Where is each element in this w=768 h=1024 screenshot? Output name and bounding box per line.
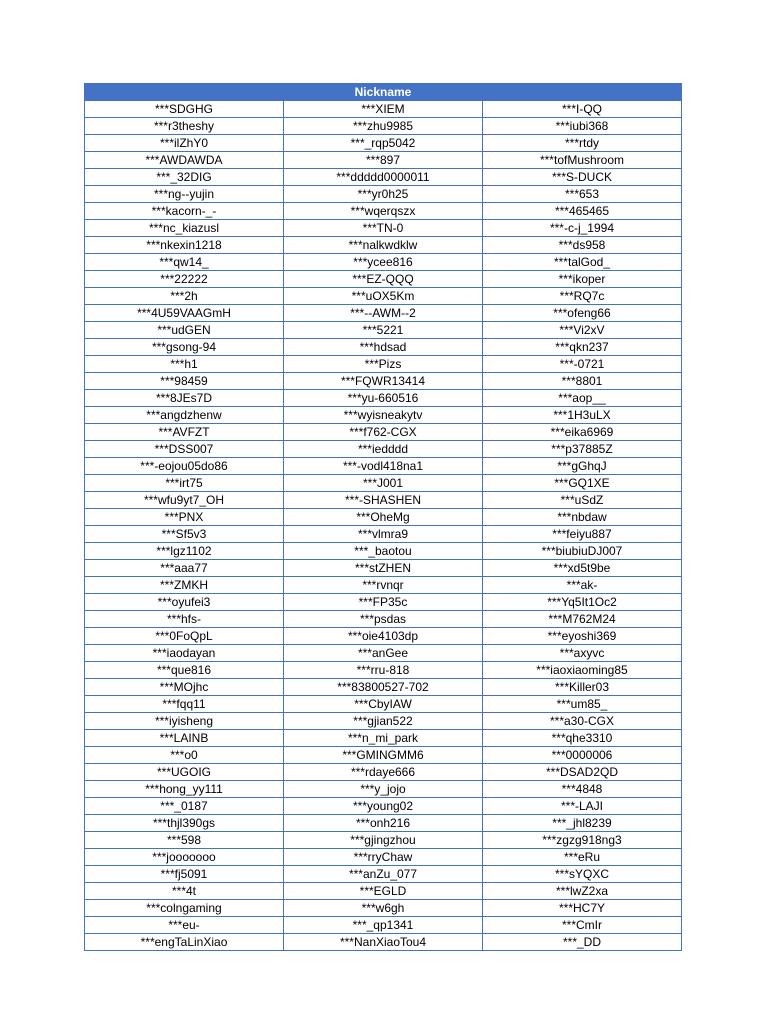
table-row [85, 475, 682, 492]
table-cell: ***GMINGMM6 [284, 747, 483, 764]
table-row [85, 832, 682, 849]
table-cell: ***Yq5It1Oc2 [483, 594, 682, 611]
table-cell: ***y_jojo [284, 781, 483, 798]
table-cell: ***gGhqJ [483, 458, 682, 475]
table-row [85, 101, 682, 118]
table-cell: ***ycee816 [284, 254, 483, 271]
table-row [85, 662, 682, 679]
table-cell: ***talGod_ [483, 254, 682, 271]
table-row [85, 441, 682, 458]
table-cell: ***h1 [85, 356, 284, 373]
table-cell: ***PNX [85, 509, 284, 526]
table-row [85, 305, 682, 322]
table-cell: ***ng--yujin [85, 186, 284, 203]
table-cell: ***FQWR13414 [284, 373, 483, 390]
table-cell: ***653 [483, 186, 682, 203]
table-cell: ***8801 [483, 373, 682, 390]
table-cell: ***Sf5v3 [85, 526, 284, 543]
nickname-sheet [84, 83, 682, 951]
table-cell: ***engTaLinXiao [85, 934, 284, 951]
table-row [85, 271, 682, 288]
table-row [85, 764, 682, 781]
table-cell: ***que816 [85, 662, 284, 679]
table-cell: ***oie4103dp [284, 628, 483, 645]
table-row [85, 798, 682, 815]
table-cell: ***stZHEN [284, 560, 483, 577]
table-row [85, 492, 682, 509]
table-cell: ***EGLD [284, 883, 483, 900]
table-row [85, 373, 682, 390]
table-cell: ***lgz1102 [85, 543, 284, 560]
table-row [85, 917, 682, 934]
table-cell: ***ikoper [483, 271, 682, 288]
table-cell: ***zhu9985 [284, 118, 483, 135]
table-cell: ***HC7Y [483, 900, 682, 917]
table-cell: ***wfu9yt7_OH [85, 492, 284, 509]
table-cell: ***598 [85, 832, 284, 849]
table-cell: ***CmIr [483, 917, 682, 934]
table-cell: ***iubi368 [483, 118, 682, 135]
table-cell: ***Vi2xV [483, 322, 682, 339]
table-cell: ***4U59VAAGmH [85, 305, 284, 322]
table-cell: ***5221 [284, 322, 483, 339]
table-cell: ***iyisheng [85, 713, 284, 730]
table-cell: ***onh216 [284, 815, 483, 832]
table-row [85, 696, 682, 713]
table-row [85, 509, 682, 526]
table-cell: ***biubiuDJ007 [483, 543, 682, 560]
table-row [85, 169, 682, 186]
table-cell: ***83800527-702 [284, 679, 483, 696]
table-row [85, 815, 682, 832]
table-cell: ***kacorn-_- [85, 203, 284, 220]
table-cell: ***sYQXC [483, 866, 682, 883]
table-cell: ***gjian522 [284, 713, 483, 730]
table-cell: ***J001 [284, 475, 483, 492]
table-cell: ***ds958 [483, 237, 682, 254]
table-cell: ***EZ-QQQ [284, 271, 483, 288]
table-cell: ***Killer03 [483, 679, 682, 696]
table-cell: ***anGee [284, 645, 483, 662]
table-cell: ***CbyIAW [284, 696, 483, 713]
table-cell: ***tofMushroom [483, 152, 682, 169]
table-cell: ***angdzhenw [85, 407, 284, 424]
table-row [85, 628, 682, 645]
table-cell: ***98459 [85, 373, 284, 390]
table-cell: ***n_mi_park [284, 730, 483, 747]
table-cell: ***--AWM--2 [284, 305, 483, 322]
table-cell: ***eu- [85, 917, 284, 934]
table-cell: ***iedddd [284, 441, 483, 458]
table-row [85, 849, 682, 866]
table-cell: ***udGEN [85, 322, 284, 339]
table-row [85, 900, 682, 917]
table-cell: ***thjl390gs [85, 815, 284, 832]
table-cell: ***eyoshi369 [483, 628, 682, 645]
table-row [85, 186, 682, 203]
table-cell: ***-vodl418na1 [284, 458, 483, 475]
table-cell: ***f762-CGX [284, 424, 483, 441]
table-cell: ***vlmra9 [284, 526, 483, 543]
table-cell: ***anZu_077 [284, 866, 483, 883]
table-cell: ***w6gh [284, 900, 483, 917]
table-row [85, 594, 682, 611]
table-row [85, 458, 682, 475]
table-cell: ***young02 [284, 798, 483, 815]
table-cell: ***rryChaw [284, 849, 483, 866]
table-row [85, 407, 682, 424]
table-cell: ***1H3uLX [483, 407, 682, 424]
table-cell: ***wyisneakytv [284, 407, 483, 424]
table-row [85, 390, 682, 407]
table-cell: ***22222 [85, 271, 284, 288]
table-cell: ***nc_kiazusl [85, 220, 284, 237]
table-cell: ***RQ7c [483, 288, 682, 305]
table-cell: ***TN-0 [284, 220, 483, 237]
table-row [85, 135, 682, 152]
table-row [85, 288, 682, 305]
table-row [85, 118, 682, 135]
table-cell: ***-eojou05do86 [85, 458, 284, 475]
table-row [85, 679, 682, 696]
table-row [85, 203, 682, 220]
table-cell: ***uSdZ [483, 492, 682, 509]
table-cell: ***2h [85, 288, 284, 305]
table-cell: ***DSS007 [85, 441, 284, 458]
table-cell: ***irt75 [85, 475, 284, 492]
table-row [85, 152, 682, 169]
table-cell: ***NanXiaoTou4 [284, 934, 483, 951]
table-cell: ***0000006 [483, 747, 682, 764]
table-row [85, 424, 682, 441]
table-cell: ***colngaming [85, 900, 284, 917]
table-cell: ***yr0h25 [284, 186, 483, 203]
table-cell: ***eika6969 [483, 424, 682, 441]
table-cell: ***jooooooo [85, 849, 284, 866]
table-cell: ***uOX5Km [284, 288, 483, 305]
nickname-table [84, 83, 682, 951]
table-row [85, 339, 682, 356]
table-header-row [85, 84, 682, 101]
table-row [85, 543, 682, 560]
table-cell: ***_baotou [284, 543, 483, 560]
table-cell: ***M762M24 [483, 611, 682, 628]
table-cell: ***feiyu887 [483, 526, 682, 543]
table-row [85, 645, 682, 662]
table-cell: ***lwZ2xa [483, 883, 682, 900]
table-cell: ***rvnqr [284, 577, 483, 594]
table-cell: ***SDGHG [85, 101, 284, 118]
table-row [85, 526, 682, 543]
table-cell: ***aop__ [483, 390, 682, 407]
table-row [85, 577, 682, 594]
table-cell: ***4848 [483, 781, 682, 798]
table-row [85, 713, 682, 730]
table-cell: ***oyufei3 [85, 594, 284, 611]
table-header-nickname: Nickname [85, 84, 682, 101]
table-cell: ***FP35c [284, 594, 483, 611]
table-cell: ***gsong-94 [85, 339, 284, 356]
table-cell: ***XIEM [284, 101, 483, 118]
table-cell: ***-c-j_1994 [483, 220, 682, 237]
table-cell: ***hdsad [284, 339, 483, 356]
table-cell: ***nbdaw [483, 509, 682, 526]
table-cell: ***_0187 [85, 798, 284, 815]
table-row [85, 781, 682, 798]
table-cell: ***GQ1XE [483, 475, 682, 492]
table-cell: ***4t [85, 883, 284, 900]
table-cell: ***DSAD2QD [483, 764, 682, 781]
table-cell: ***UGOIG [85, 764, 284, 781]
table-cell: ***wqerqszx [284, 203, 483, 220]
table-row [85, 883, 682, 900]
table-row [85, 322, 682, 339]
table-body [85, 101, 682, 951]
table-cell: ***o0 [85, 747, 284, 764]
table-cell: ***465465 [483, 203, 682, 220]
table-cell: ***AVFZT [85, 424, 284, 441]
table-cell: ***LAINB [85, 730, 284, 747]
table-cell: ***rru-818 [284, 662, 483, 679]
table-cell: ***r3theshy [85, 118, 284, 135]
table-cell: ***_rqp5042 [284, 135, 483, 152]
table-cell: ***ak- [483, 577, 682, 594]
table-cell: ***iaoxiaoming85 [483, 662, 682, 679]
table-cell: ***xd5t9be [483, 560, 682, 577]
table-cell: ***ddddd0000011 [284, 169, 483, 186]
table-row [85, 560, 682, 577]
table-cell: ***nkexin1218 [85, 237, 284, 254]
table-cell: ***zgzg918ng3 [483, 832, 682, 849]
table-cell: ***axyvc [483, 645, 682, 662]
table-cell: ***_qp1341 [284, 917, 483, 934]
table-cell: ***_jhl8239 [483, 815, 682, 832]
table-row [85, 934, 682, 951]
table-row [85, 220, 682, 237]
table-row [85, 730, 682, 747]
table-cell: ***iaodayan [85, 645, 284, 662]
table-cell: ***hong_yy111 [85, 781, 284, 798]
table-cell: ***rtdy [483, 135, 682, 152]
table-cell: ***ilZhY0 [85, 135, 284, 152]
table-cell: ***rdaye666 [284, 764, 483, 781]
table-cell: ***-0721 [483, 356, 682, 373]
table-cell: ***Pizs [284, 356, 483, 373]
table-cell: ***nalkwdklw [284, 237, 483, 254]
table-cell: ***hfs- [85, 611, 284, 628]
table-row [85, 356, 682, 373]
table-cell: ***qkn237 [483, 339, 682, 356]
table-cell: ***ofeng66 [483, 305, 682, 322]
table-row [85, 747, 682, 764]
table-cell: ***_DD [483, 934, 682, 951]
table-cell: ***a30-CGX [483, 713, 682, 730]
table-cell: ***qw14_ [85, 254, 284, 271]
table-cell: ***qhe3310 [483, 730, 682, 747]
table-cell: ***ZMKH [85, 577, 284, 594]
table-row [85, 254, 682, 271]
table-cell: ***gjingzhou [284, 832, 483, 849]
table-cell: ***aaa77 [85, 560, 284, 577]
table-cell: ***AWDAWDA [85, 152, 284, 169]
table-cell: ***_32DIG [85, 169, 284, 186]
table-cell: ***MOjhc [85, 679, 284, 696]
table-cell: ***897 [284, 152, 483, 169]
table-cell: ***8JEs7D [85, 390, 284, 407]
table-cell: ***-LAJI [483, 798, 682, 815]
table-cell: ***S-DUCK [483, 169, 682, 186]
table-cell: ***eRu [483, 849, 682, 866]
table-cell: ***fj5091 [85, 866, 284, 883]
table-cell: ***-SHASHEN [284, 492, 483, 509]
table-cell: ***um85_ [483, 696, 682, 713]
table-cell: ***yu-660516 [284, 390, 483, 407]
table-cell: ***psdas [284, 611, 483, 628]
table-cell: ***OheMg [284, 509, 483, 526]
table-cell: ***I-QQ [483, 101, 682, 118]
table-cell: ***p37885Z [483, 441, 682, 458]
table-row [85, 866, 682, 883]
table-cell: ***0FoQpL [85, 628, 284, 645]
table-row [85, 237, 682, 254]
table-row [85, 611, 682, 628]
table-cell: ***fqq11 [85, 696, 284, 713]
